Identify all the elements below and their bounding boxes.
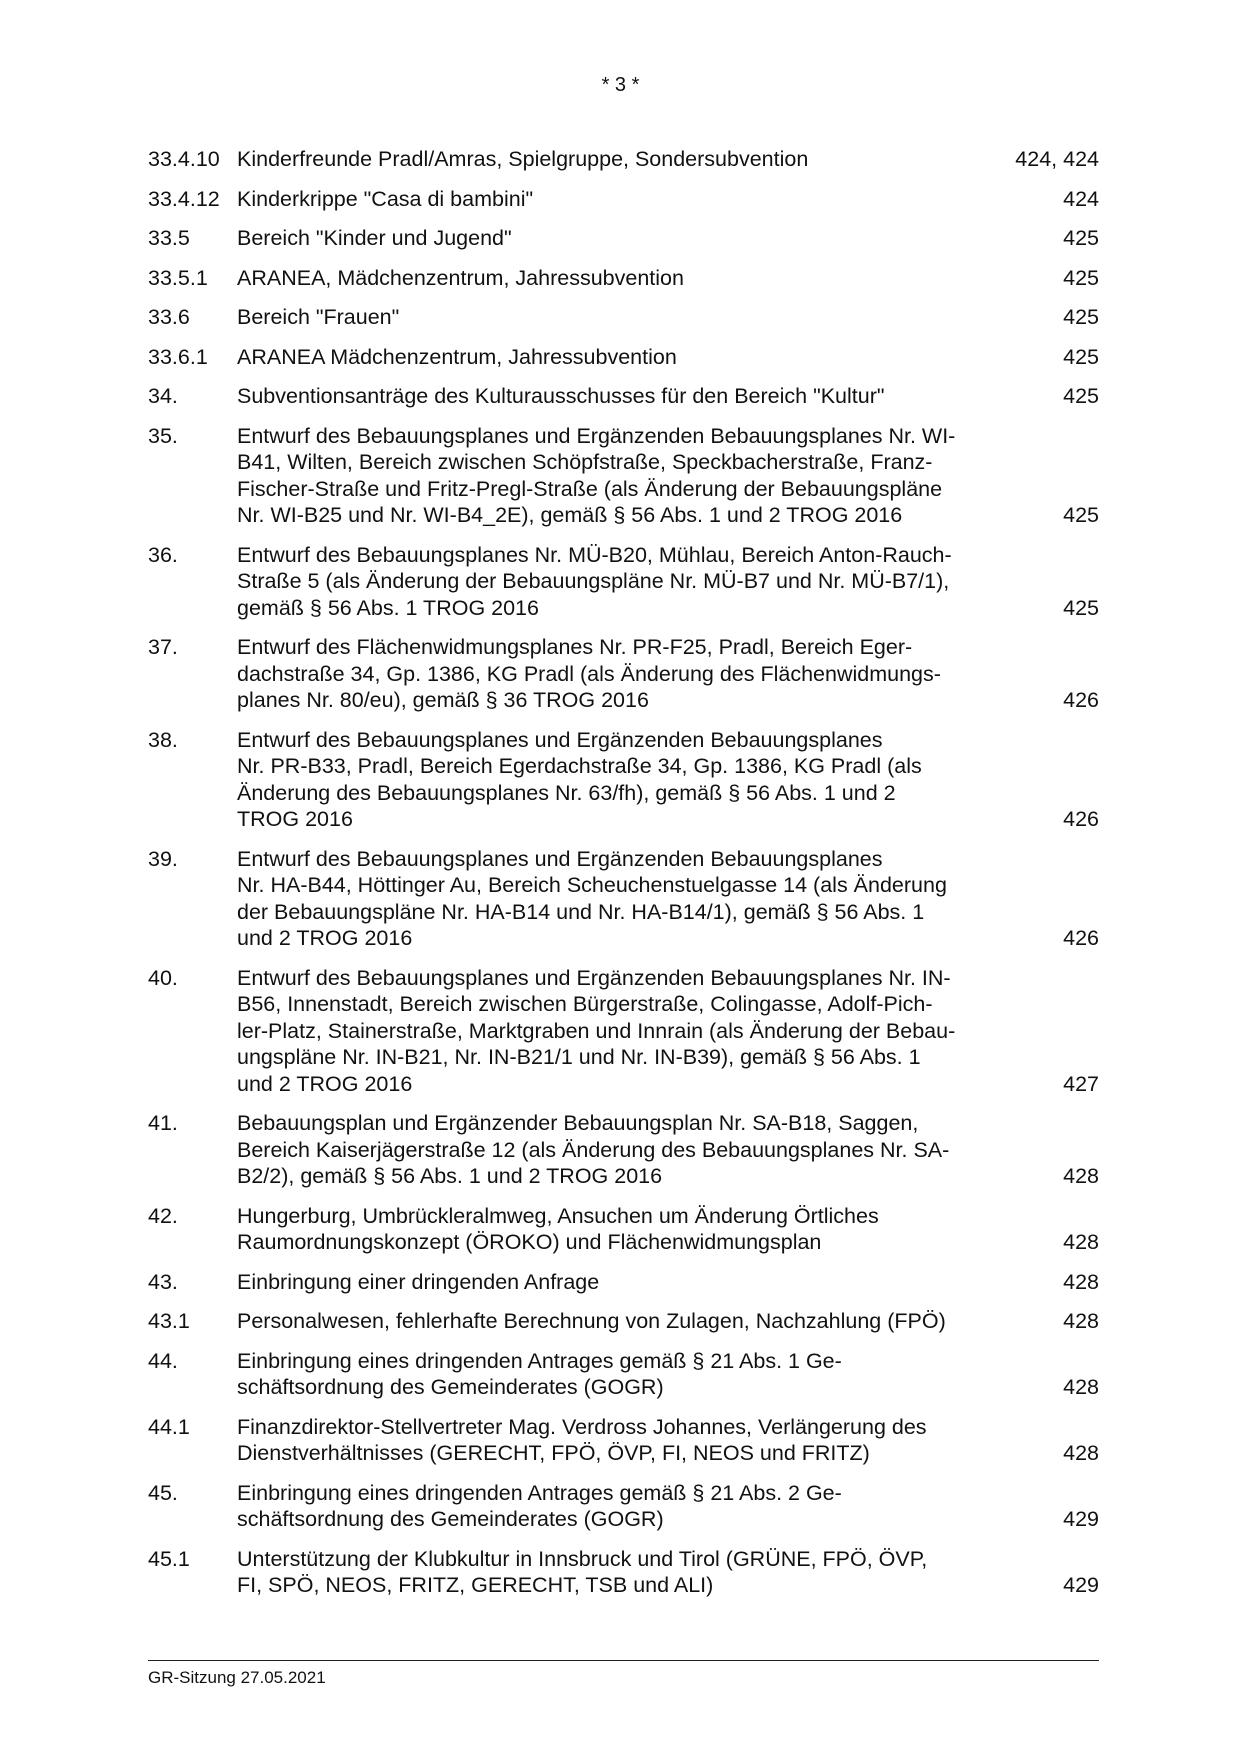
toc-entry xyxy=(148,542,1099,622)
toc-entry xyxy=(148,186,1099,213)
toc-entry-title: Personalwesen, fehlerhafte Berechnung von Zulagen, Nachzahlung (FPÖ) xyxy=(237,1309,946,1333)
toc-entry xyxy=(148,1110,1099,1190)
toc-entry xyxy=(148,423,1099,529)
toc-entry-number: 33.4.10 xyxy=(148,147,220,171)
footer-text: GR-Sitzung 27.05.2021 xyxy=(148,1668,326,1687)
toc-entry-page: 429 xyxy=(1063,1507,1099,1531)
toc-entry-title: Entwurf des Bebauungsplanes und Ergänzenden Bebauungsplanes Nr. PR-B33, Pradl, Bereich Egerdachstraße 34, Gp. 1386, KG Pradl (als Änderung des Bebauungsplanes Nr. 63/fh), gemäß § 56 Abs. 1 und 2 TROG 2016 xyxy=(237,727,922,831)
toc-entry-page: 429 xyxy=(1063,1573,1099,1597)
toc-entry-number: 40. xyxy=(148,965,178,990)
toc-entry-page: 428 xyxy=(1063,1375,1099,1399)
toc-entry-number: 35. xyxy=(148,423,178,448)
toc-entry-title: Kinderkrippe "Casa di bambini" xyxy=(237,186,534,211)
toc-entry xyxy=(148,1269,1099,1296)
toc-entry-page: 424 xyxy=(1063,186,1099,211)
toc-entry-page: 428 xyxy=(1063,1164,1099,1188)
toc-entry-page: 428 xyxy=(1063,1269,1099,1294)
toc-entry-title: Einbringung eines dringenden Antrages gemäß § 21 Abs. 2 Ge- schäftsordnung des Gemeinderates (GOGR) xyxy=(237,1480,842,1531)
toc-entry-number: 44.1 xyxy=(148,1414,190,1439)
page-number: * 3 * xyxy=(601,74,640,96)
toc-entry-title: Unterstützung der Klubkultur in Innsbruck und Tirol (GRÜNE, FPÖ, ÖVP, FI, SPÖ, NEOS, FRITZ, GERECHT, TSB und ALI) xyxy=(237,1546,928,1597)
toc-entry-number: 33.6 xyxy=(148,305,190,329)
toc-entry-title: Entwurf des Bebauungsplanes und Ergänzenden Bebauungsplanes Nr. HA-B44, Höttinger Au, Bereich Scheuchenstuelgasse 14 (als Änderung der Bebauungspläne Nr. HA-B14 und Nr. HA-B14/1), gemäß § 56 Abs. 1 und 2 TROG 2016 xyxy=(237,846,947,950)
toc-entry xyxy=(148,265,1099,292)
toc-entry-number: 36. xyxy=(148,542,178,567)
toc-entry-number: 39. xyxy=(148,846,178,871)
toc-entry-page: 426 xyxy=(1063,926,1099,950)
toc-entry-page: 425 xyxy=(1063,595,1099,620)
toc-entry xyxy=(148,225,1099,252)
toc-entry xyxy=(148,1414,1099,1467)
toc-entry-number: 43.1 xyxy=(148,1309,190,1333)
toc-entry-number: 42. xyxy=(148,1203,178,1228)
toc-entry-page: 427 xyxy=(1063,1071,1099,1096)
table-of-contents xyxy=(148,146,1099,1612)
toc-entry xyxy=(148,965,1099,1098)
toc-entry-title: Finanzdirektor-Stellvertreter Mag. Verdross Johannes, Verlängerung des Dienstverhältnisses (GERECHT, FPÖ, ÖVP, FI, NEOS und FRITZ) xyxy=(237,1414,927,1465)
toc-entry-number: 43. xyxy=(148,1269,178,1294)
toc-entry xyxy=(148,383,1099,410)
toc-entry-page: 428 xyxy=(1063,1441,1099,1465)
toc-entry xyxy=(148,304,1099,331)
toc-entry xyxy=(148,846,1099,952)
toc-entry-number: 45.1 xyxy=(148,1546,190,1571)
toc-entry-number: 34. xyxy=(148,384,178,408)
toc-entry-title: ARANEA Mädchenzentrum, Jahressubvention xyxy=(237,344,677,369)
toc-entry-page: 424, 424 xyxy=(1015,147,1099,171)
toc-entry-number: 33.6.1 xyxy=(148,344,208,369)
toc-entry-title: Einbringung eines dringenden Antrages gemäß § 21 Abs. 1 Ge- schäftsordnung des Gemeinderates (GOGR) xyxy=(237,1348,842,1399)
toc-entry xyxy=(148,1348,1099,1401)
toc-entry-number: 45. xyxy=(148,1480,178,1505)
toc-entry-page: 426 xyxy=(1063,688,1099,712)
footer-divider xyxy=(148,1660,1099,1661)
toc-entry xyxy=(148,1480,1099,1533)
toc-entry xyxy=(148,634,1099,714)
toc-entry xyxy=(148,146,1099,173)
toc-entry-page: 425 xyxy=(1063,226,1099,250)
toc-entry-page: 425 xyxy=(1063,265,1099,290)
toc-entry-title: Bereich "Kinder und Jugend" xyxy=(237,226,512,250)
toc-entry-page: 425 xyxy=(1063,384,1099,408)
toc-entry-title: Entwurf des Bebauungsplanes und Ergänzenden Bebauungsplanes Nr. IN- B56, Innenstadt, Bereich zwischen Bürgerstraße, Colingasse, Adolf-Pich- ler-Platz, Stainerstraße, Marktgraben und Innrain (als Änderung der Bebau- ungspläne Nr. IN-B21, Nr. IN-B21/1 und Nr. IN-B39), gemäß § 56 Abs. 1 und 2 TROG 2016 xyxy=(237,965,956,1096)
toc-entry-title: Hungerburg, Umbrückleralmweg, Ansuchen um Änderung Örtliches Raumordnungskonzept (ÖROKO) und Flächenwidmungsplan xyxy=(237,1203,879,1254)
toc-entry-page: 425 xyxy=(1063,305,1099,329)
toc-entry-page: 428 xyxy=(1063,1309,1099,1333)
toc-entry-title: Kinderfreunde Pradl/Amras, Spielgruppe, Sondersubvention xyxy=(237,147,809,171)
toc-entry-number: 33.5 xyxy=(148,226,190,250)
toc-entry xyxy=(148,1546,1099,1599)
toc-entry-number: 37. xyxy=(148,635,178,659)
toc-entry-number: 33.4.12 xyxy=(148,186,220,211)
toc-entry-title: Entwurf des Bebauungsplanes und Ergänzenden Bebauungsplanes Nr. WI- B41, Wilten, Bereich zwischen Schöpfstraße, Speckbacherstraße, Franz- Fischer-Straße und Fritz-Pregl-Straße (als Änderung der Bebauungspläne Nr. WI-B25 und Nr. WI-B4_2E), gemäß § 56 Abs. 1 und 2 TROG 2016 xyxy=(237,423,956,527)
toc-entry-page: 425 xyxy=(1063,503,1099,527)
toc-entry-page: 428 xyxy=(1063,1230,1099,1254)
toc-entry-page: 425 xyxy=(1063,344,1099,369)
toc-entry xyxy=(148,1203,1099,1256)
toc-entry-title: Entwurf des Flächenwidmungsplanes Nr. PR-F25, Pradl, Bereich Eger- dachstraße 34, Gp. 1386, KG Pradl (als Änderung des Flächenwidmungs- planes Nr. 80/eu), gemäß § 36 TROG 2016 xyxy=(237,635,941,712)
toc-entry-title: Bereich "Frauen" xyxy=(237,305,400,329)
toc-entry-page: 426 xyxy=(1063,807,1099,831)
toc-entry xyxy=(148,727,1099,833)
toc-entry-title: Entwurf des Bebauungsplanes Nr. MÜ-B20, Mühlau, Bereich Anton-Rauch- Straße 5 (als Änderung der Bebauungspläne Nr. MÜ-B7 und Nr. MÜ-B7/1), gemäß § 56 Abs. 1 TROG 2016 xyxy=(237,542,952,620)
toc-entry-number: 44. xyxy=(148,1348,178,1373)
toc-entry xyxy=(148,344,1099,371)
toc-entry-number: 33.5.1 xyxy=(148,265,208,290)
toc-entry-title: Einbringung einer dringenden Anfrage xyxy=(237,1269,600,1294)
toc-entry-number: 41. xyxy=(148,1111,178,1135)
toc-entry xyxy=(148,1308,1099,1335)
toc-entry-number: 38. xyxy=(148,727,178,752)
toc-entry-title: Subventionsanträge des Kulturausschusses für den Bereich "Kultur" xyxy=(237,384,885,408)
toc-entry-title: ARANEA, Mädchenzentrum, Jahressubvention xyxy=(237,265,684,290)
toc-entry-title: Bebauungsplan und Ergänzender Bebauungsplan Nr. SA-B18, Saggen, Bereich Kaiserjägerstraße 12 (als Änderung des Bebauungsplanes Nr. SA- B2/2), gemäß § 56 Abs. 1 und 2 TROG 2016 xyxy=(237,1111,950,1188)
